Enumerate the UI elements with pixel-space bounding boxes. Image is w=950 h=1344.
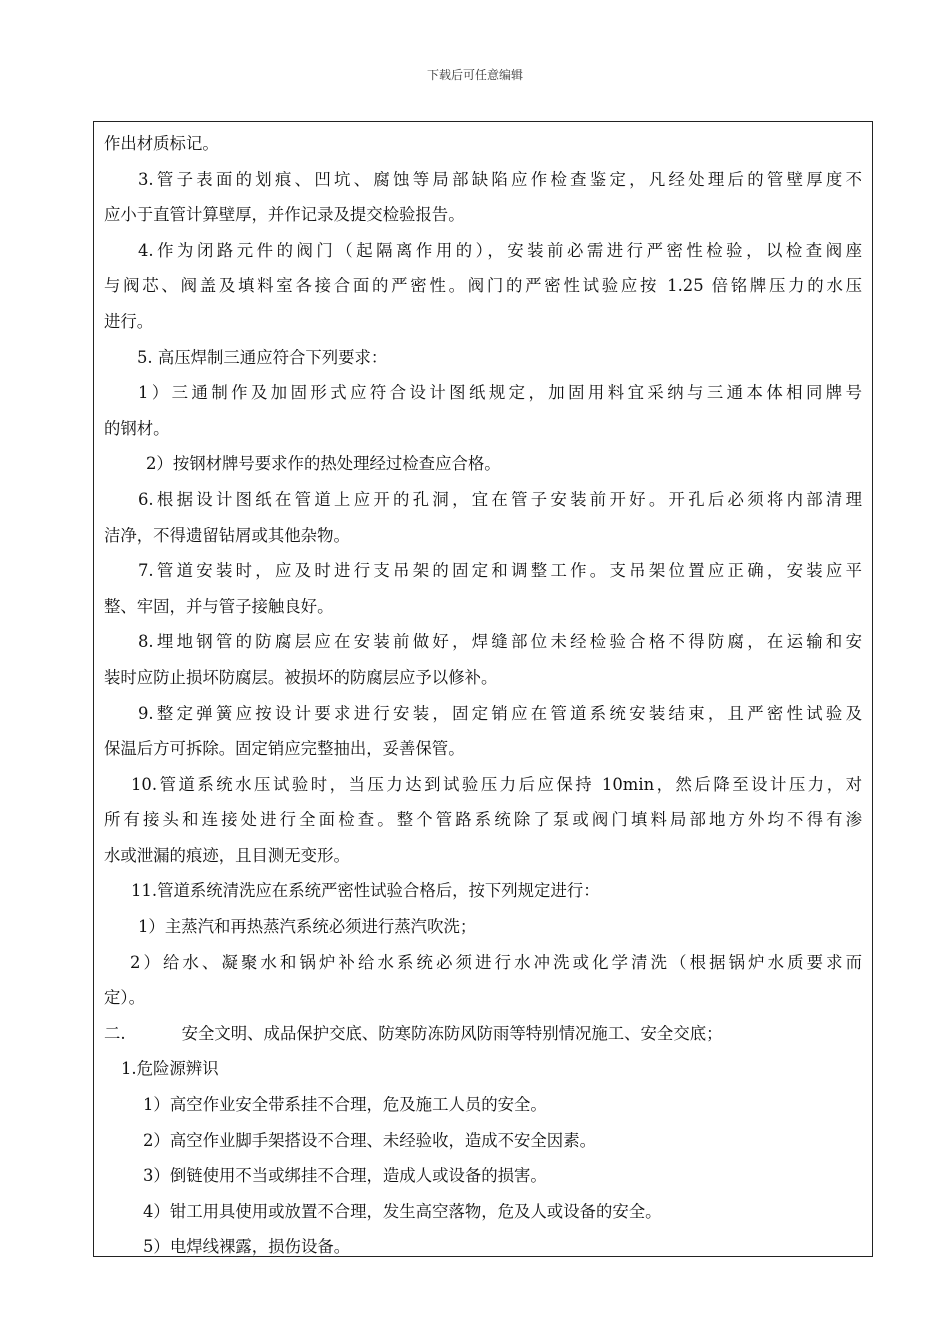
text-line: 的钢材。 — [104, 418, 170, 438]
text-line: 保温后方可拆除。固定销应完整抽出，妥善保管。 — [104, 739, 465, 759]
text-line: 进行。 — [104, 311, 154, 331]
text-line: 2）高空作业脚手架搭设不合理、未经验收，造成不安全因素。 — [143, 1130, 596, 1150]
text-line: 8.埋地钢管的防腐层应在安装前做好，焊缝部位未经检验合格不得防腐，在运输和安 — [138, 632, 862, 652]
page-header: 下载后可任意编辑 — [426, 68, 523, 82]
text-line: 11.管道系统清洗应在系统严密性试验合格后，按下列规定进行： — [131, 881, 600, 901]
text-line: 1）主蒸汽和再热蒸汽系统必须进行蒸汽吹洗； — [138, 917, 477, 937]
text-line: 洁净，不得遗留钻屑或其他杂物。 — [104, 525, 350, 545]
text-line: 3）倒链使用不当或绑挂不合理，造成人或设备的损害。 — [143, 1166, 547, 1186]
text-line: 5）电焊线裸露，损伤设备。 — [143, 1237, 351, 1257]
text-line: 所有接头和连接处进行全面检查。整个管路系统除了泵或阀门填料局部地方外均不得有渗 — [104, 810, 862, 830]
text-line: 2）给水、凝聚水和锅炉补给水系统必须进行水冲洗或化学清洗（根据锅炉水质要求而 — [130, 952, 862, 972]
text-line: 整、牢固，并与管子接触良好。 — [104, 596, 334, 616]
text-line: 定）。 — [104, 988, 145, 1008]
text-line: 4.作为闭路元件的阀门（起隔离作用的），安装前必需进行严密性检验，以检查阀座 — [138, 240, 862, 260]
text-line: 7.管道安装时，应及时进行支吊架的固定和调整工作。支吊架位置应正确，安装应平 — [138, 561, 862, 581]
document-body — [93, 121, 873, 1257]
text-line: 3.管子表面的划痕、凹坑、腐蚀等局部缺陷应作检查鉴定，凡经处理后的管壁厚度不 — [138, 169, 862, 189]
text-line: 应小于直管计算壁厚，并作记录及提交检验报告。 — [104, 205, 465, 225]
section-heading — [104, 1016, 862, 1052]
text-line: 5. 高压焊制三通应符合下列要求： — [137, 347, 388, 367]
text-line: 1.危险源辨识 — [121, 1059, 219, 1079]
section-title: 安全文明、成品保护交底、防寒防冻防风防雨等特别情况施工、安全交底； — [181, 1023, 723, 1043]
text-line: 2）按钢材牌号要求作的热处理经过检查应合格。 — [146, 454, 501, 474]
text-line: 10.管道系统水压试验时，当压力达到试验压力后应保持 10min，然后降至设计压力，对 — [131, 774, 862, 794]
text-line: 4）钳工用具使用或放置不合理，发生高空落物，危及人或设备的安全。 — [143, 1201, 662, 1221]
text-line: 6.根据设计图纸在管道上应开的孔洞，宜在管子安装前开好。开孔后必须将内部清理 — [138, 489, 862, 509]
text-line: 作出材质标记。 — [104, 134, 219, 153]
text-line: 水或泄漏的痕迹，且目测无变形。 — [104, 845, 350, 865]
section-number: 二. — [104, 1023, 126, 1043]
text-line: 1）高空作业安全带系挂不合理，危及施工人员的安全。 — [143, 1095, 547, 1115]
text-line: 与阀芯、阀盖及填料室各接合面的严密性。阀门的严密性试验应按 1.25 倍铭牌压力的水压 — [104, 276, 862, 296]
text-line: 装时应防止损坏防腐层。被损坏的防腐层应予以修补。 — [104, 667, 498, 687]
text-line: 9.整定弹簧应按设计要求进行安装，固定销应在管道系统安装结束，且严密性试验及 — [138, 703, 862, 723]
text-line: 1）三通制作及加固形式应符合设计图纸规定，加固用料宜采纳与三通本体相同牌号 — [138, 383, 862, 403]
